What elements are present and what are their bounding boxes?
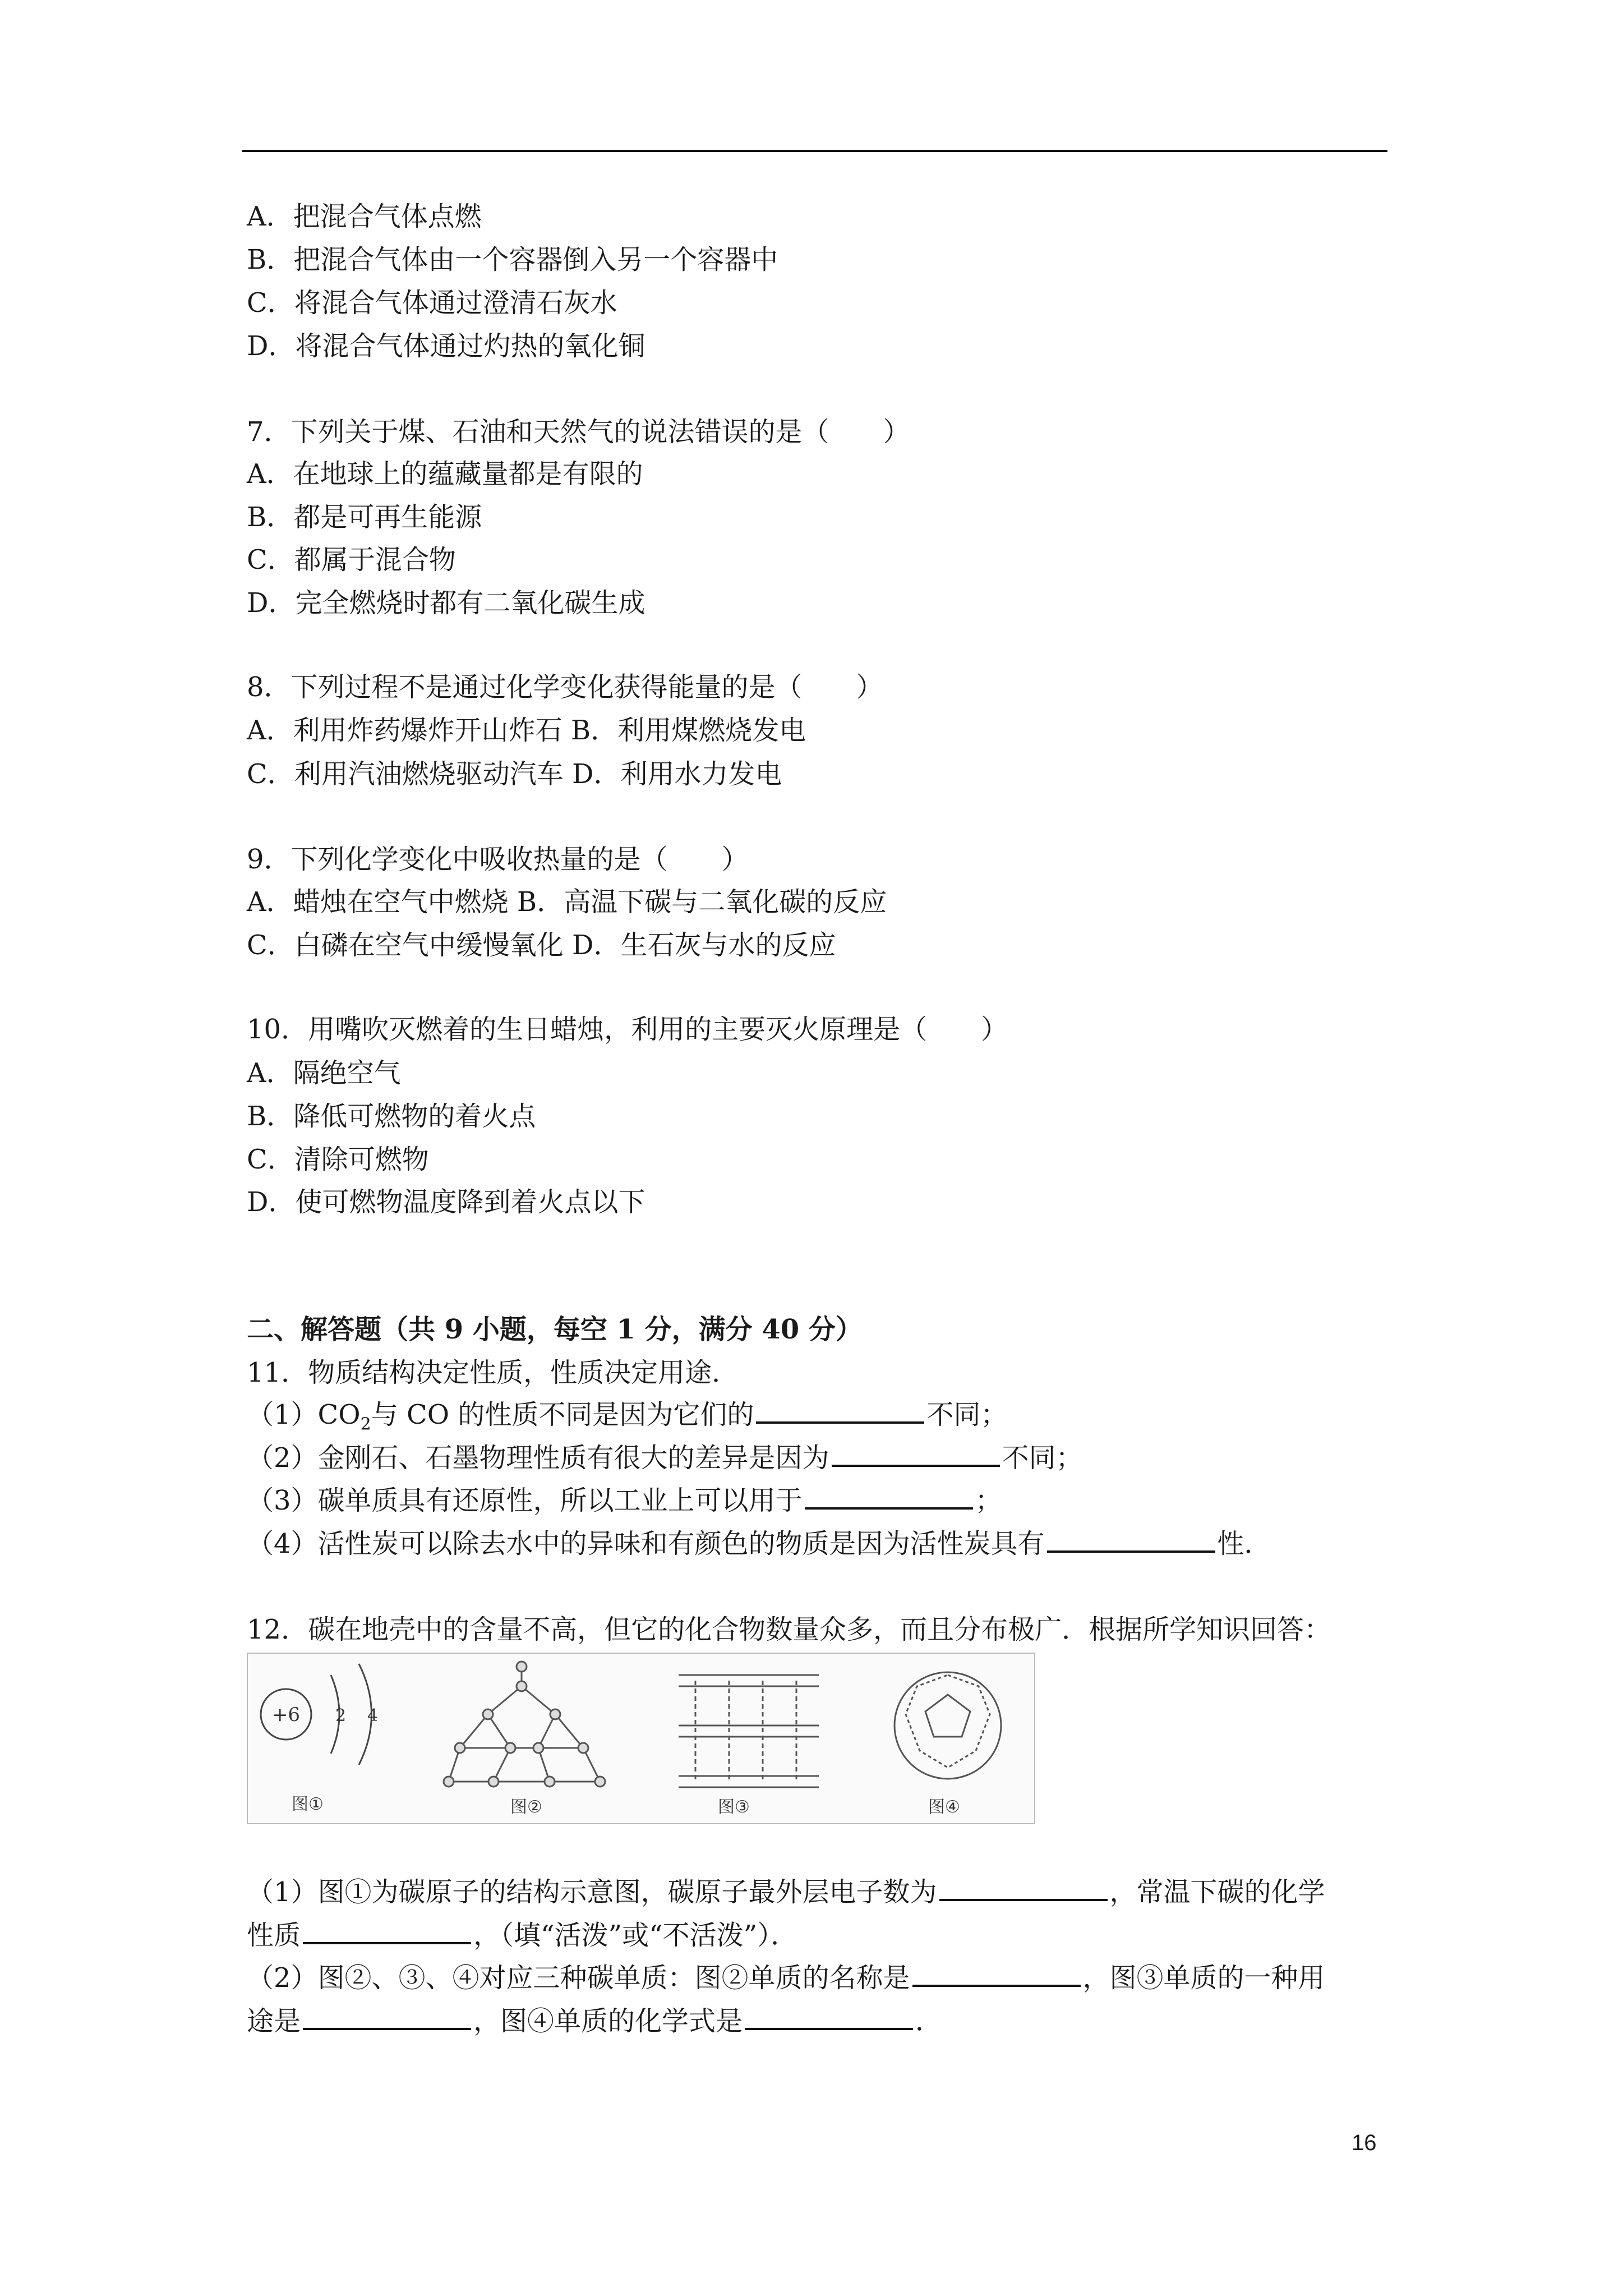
q12-p2-line2-pre: 途是 <box>247 2005 301 2037</box>
q11-part-3 <box>247 1484 1002 1517</box>
q11-p2-pre: （2）金刚石、石墨物理性质有很大的差异是因为 <box>247 1442 829 1474</box>
page-number: 16 <box>1352 2131 1377 2155</box>
q8-options-cd: C．利用汽油燃烧驱动汽车 D．利用水力发电 <box>247 758 782 790</box>
answer-blank[interactable] <box>303 2005 471 2030</box>
q11-p4-pre: （4）活性炭可以除去水中的异味和有颜色的物质是因为活性炭具有 <box>247 1528 1045 1559</box>
q11-p1-subscript: 2 <box>360 1414 371 1434</box>
q12-p2-line2-post: ． <box>915 2005 943 2037</box>
figure-3-label: 图③ <box>718 1797 750 1817</box>
q11-p1-mid: 与 CO 的性质不同是因为它们的 <box>371 1399 754 1430</box>
answer-blank[interactable] <box>745 2005 913 2030</box>
shell-2-electrons: 4 <box>367 1706 379 1726</box>
section-heading: 二、解答题（共 9 小题，每空 1 分，满分 40 分） <box>247 1314 863 1345</box>
q8-options-ab: A．利用炸药爆炸开山炸石 B．利用煤燃烧发电 <box>247 715 806 746</box>
answer-blank[interactable] <box>756 1399 924 1424</box>
q12-p2-line2-mid: ，图④单质的化学式是 <box>473 2005 743 2037</box>
answer-blank[interactable] <box>1047 1528 1215 1553</box>
q12-p1-post: ，常温下碳的化学 <box>1109 1876 1325 1908</box>
q7-option-a: A．在地球上的蕴藏量都是有限的 <box>247 458 643 490</box>
q9-stem: 9．下列化学变化中吸收热量的是（ ） <box>247 844 749 875</box>
q11-p3-post: ； <box>975 1485 1002 1516</box>
q6-option-a: A．把混合气体点燃 <box>247 201 482 232</box>
q7-option-d: D．完全燃烧时都有二氧化碳生成 <box>247 587 645 619</box>
q12-part-1-line-2 <box>247 1918 797 1952</box>
figure-4-label: 图④ <box>928 1797 960 1817</box>
shell-1-electrons: 2 <box>335 1706 347 1726</box>
figure-2-label: 图② <box>510 1797 542 1817</box>
q12-p1-line2-post: ，（填“活泼”或“不活泼”）． <box>473 1920 798 1951</box>
q8-stem: 8．下列过程不是通过化学变化获得能量的是（ ） <box>247 671 883 703</box>
q12-part-2-line-1 <box>247 1961 1325 1995</box>
q9-options-cd: C．白磷在空气中缓慢氧化 D．生石灰与水的反应 <box>247 930 836 961</box>
q12-part-2-line-2 <box>247 2004 942 2038</box>
q11-p2-post: 不同； <box>1002 1442 1083 1474</box>
answer-blank[interactable] <box>303 1920 471 1944</box>
q12-p1-line2-pre: 性质 <box>247 1920 301 1951</box>
q11-p3-pre: （3）碳单质具有还原性，所以工业上可以用于 <box>247 1485 803 1516</box>
answer-blank[interactable] <box>805 1485 973 1510</box>
q11-stem: 11．物质结构决定性质，性质决定用途． <box>247 1357 739 1388</box>
q12-stem: 12．碳在地壳中的含量不高，但它的化合物数量众多，而且分布极广．根据所学知识回答： <box>247 1614 1331 1645</box>
q11-p4-post: 性． <box>1217 1528 1271 1559</box>
carbon-structures-figure <box>247 1653 1035 1824</box>
q7-option-b: B．都是可再生能源 <box>247 501 482 533</box>
q10-option-b: B．降低可燃物的着火点 <box>247 1101 536 1132</box>
answer-blank[interactable] <box>939 1876 1108 1901</box>
q6-option-d: D．将混合气体通过灼热的氧化铜 <box>247 330 645 362</box>
q10-option-a: A．隔绝空气 <box>247 1057 401 1089</box>
q11-part-4 <box>247 1527 1271 1561</box>
q12-p2-pre: （2）图②、③、④对应三种碳单质：图②单质的名称是 <box>247 1962 910 1994</box>
header-rule <box>242 150 1387 152</box>
q11-part-1 <box>247 1398 1007 1442</box>
answer-blank[interactable] <box>832 1442 1000 1467</box>
q11-p1-post: 不同； <box>926 1399 1008 1430</box>
q6-option-c: C．将混合气体通过澄清石灰水 <box>247 287 617 319</box>
q9-options-ab: A．蜡烛在空气中燃烧 B．高温下碳与二氧化碳的反应 <box>247 886 887 918</box>
q11-part-2 <box>247 1441 1083 1475</box>
answer-blank[interactable] <box>912 1962 1081 1987</box>
figure-1-label: 图① <box>292 1795 324 1814</box>
q12-p2-post: ，图③单质的一种用 <box>1082 1962 1325 1994</box>
q12-p1-pre: （1）图①为碳原子的结构示意图，碳原子最外层电子数为 <box>247 1876 937 1908</box>
q11-p1-pre: （1）CO <box>247 1399 361 1430</box>
q10-option-d: D．使可燃物温度降到着火点以下 <box>247 1186 645 1218</box>
q10-option-c: C．清除可燃物 <box>247 1144 429 1175</box>
q10-stem: 10．用嘴吹灭燃着的生日蜡烛，利用的主要灭火原理是（ ） <box>247 1014 1008 1045</box>
nucleus-charge: +6 <box>271 1704 301 1726</box>
q7-stem: 7．下列关于煤、石油和天然气的说法错误的是（ ） <box>247 416 910 448</box>
q6-option-b: B．把混合气体由一个容器倒入另一个容器中 <box>247 244 778 275</box>
q7-option-c: C．都属于混合物 <box>247 544 456 576</box>
q12-part-1-line-1 <box>247 1875 1325 1909</box>
